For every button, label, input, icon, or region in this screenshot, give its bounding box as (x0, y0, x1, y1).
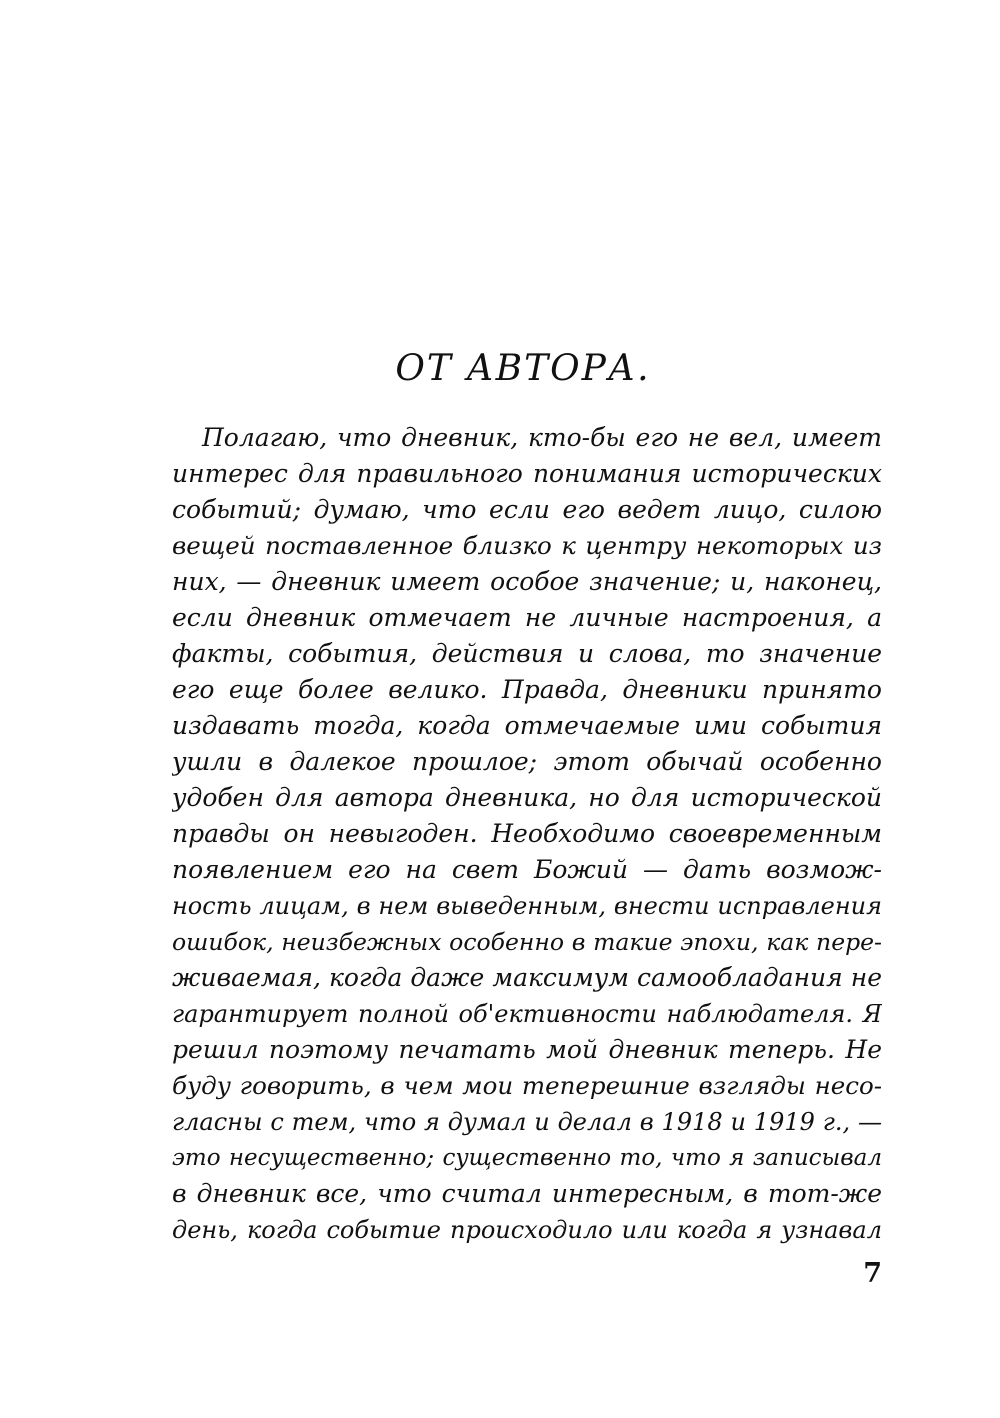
text-line: гласны с тем, что я думал и делал в 1918 и 1919 г., — (172, 1108, 882, 1136)
text-line: факты, события, действия и слова, то значение (172, 639, 882, 668)
text-line: интерес для правильного понимания исторических (172, 459, 882, 488)
text-line: это несущественно; существенно то, что я записывал (172, 1145, 882, 1171)
text-line: них, — дневник имеет особое значение; и, наконец, (172, 567, 882, 596)
text-line: в дневник все, что считал интересным, в тот-же (172, 1179, 882, 1208)
text-line: день, когда событие происходило или когда я узнавал (172, 1216, 882, 1244)
text-line: решил поэтому печатать мой дневник теперь. Не (172, 1035, 882, 1064)
text-line: правды он невыгоден. Необходимо своевременным (172, 819, 882, 848)
text-line: Полагаю, что дневник, кто-бы его не вел, имеет (202, 423, 882, 452)
text-line: вещей поставленное близко к центру некоторых из (172, 531, 882, 560)
text-line: ошибок, неизбежных особенно в такие эпохи, как пере- (172, 928, 882, 956)
text-line: ность лицам, в нем выведенным, внести исправления (172, 892, 882, 920)
text-line: гарантирует полной об'ективности наблюдателя. Я (172, 1000, 882, 1028)
text-line: появлением его на свет Божий — дать возмож- (172, 855, 882, 884)
page-title: ОТ АВТОРА. (395, 348, 651, 389)
text-line: буду говорить, в чем мои теперешние взгляды несо- (172, 1071, 882, 1100)
text-line: событий; думаю, что если его ведет лицо, силою (172, 495, 882, 524)
text-line: издавать тогда, когда отмечаемые ими события (172, 711, 882, 740)
text-line: его еще более велико. Правда, дневники принято (172, 675, 882, 704)
text-line: если дневник отмечает не личные настроения, а (172, 603, 882, 632)
text-line: ушли в далекое прошлое; этот обычай особенно (172, 747, 882, 776)
text-line: удобен для автора дневника, но для исторической (172, 783, 882, 812)
text-line: живаемая, когда даже максимум самообладания не (172, 963, 882, 992)
body-paragraph (172, 420, 882, 1248)
page-number: 7 (863, 1258, 882, 1289)
